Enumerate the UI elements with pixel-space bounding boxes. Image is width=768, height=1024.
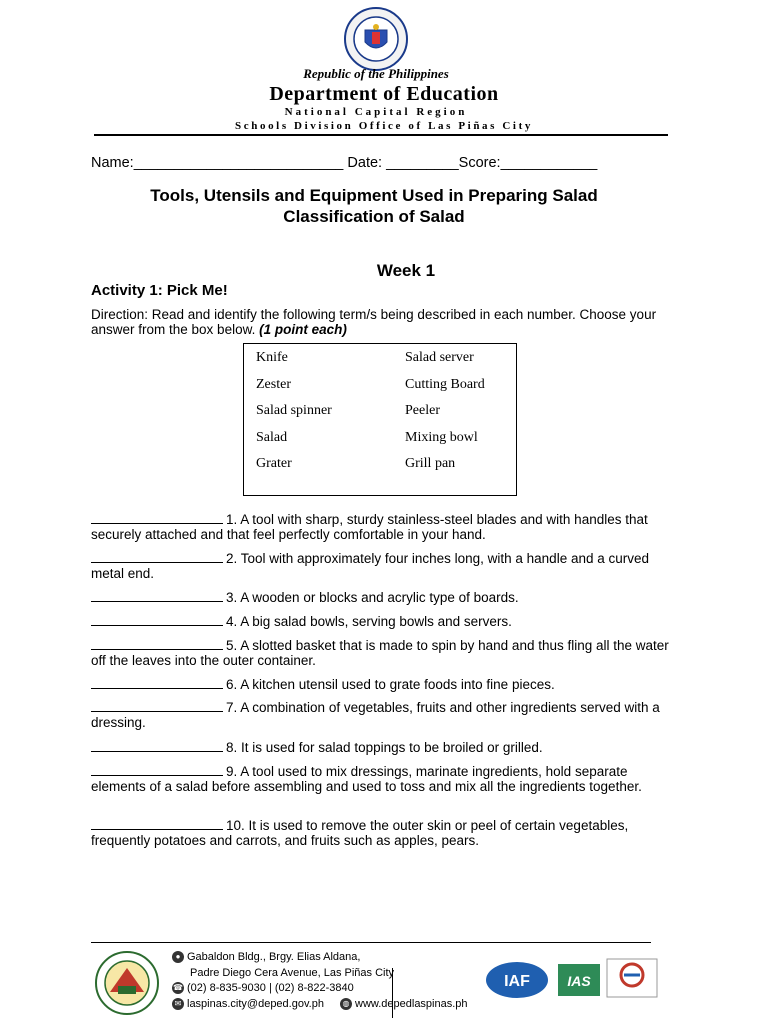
- phone-icon: ☎: [173, 983, 183, 993]
- question-text: 1. A tool with sharp, sturdy stainless-steel blades and with handles that securely attached and that feel perfectly comfortable in your hand.: [91, 512, 648, 542]
- question-item: [91, 551, 681, 581]
- rir-certification-logo: [606, 958, 658, 998]
- week-label: Week 1: [376, 261, 436, 280]
- answer-blank[interactable]: [91, 818, 223, 830]
- ias-logo-text: IAS: [567, 973, 591, 989]
- footer-divider: [91, 942, 651, 943]
- choice-word: Grater: [256, 456, 292, 471]
- answer-blank[interactable]: [91, 614, 223, 626]
- question-item: [91, 740, 681, 755]
- choice-word: Zester: [256, 377, 291, 392]
- answer-blank[interactable]: [91, 590, 223, 602]
- header-department: Department of Education: [269, 83, 499, 105]
- footer-website: ◍ www.depedlaspinas.ph: [340, 998, 468, 1010]
- answer-blank[interactable]: [91, 512, 223, 524]
- question-text: 8. It is used for salad toppings to be broiled or grilled.: [226, 740, 543, 755]
- header-divider: [94, 134, 668, 136]
- question-text: 10. It is used to remove the outer skin or peel of certain vegetables, frequently potatoes and carrots, and fruits such as apples, pears.: [91, 818, 629, 848]
- deped-seal-logo: [343, 6, 409, 72]
- globe-icon: ◍: [340, 998, 352, 1010]
- question-item: [91, 818, 681, 848]
- footer-vertical-divider: [392, 968, 393, 1018]
- question-item: [91, 638, 681, 668]
- choice-word: Peeler: [405, 403, 440, 418]
- direction-body: Direction: Read and identify the following term/s being described in each number. Choose your answer from the box below.: [91, 307, 657, 337]
- question-text: 4. A big salad bowls, serving bowls and servers.: [226, 614, 512, 629]
- answer-blank[interactable]: [91, 764, 223, 776]
- answer-blank[interactable]: [91, 551, 223, 563]
- answer-blank[interactable]: [91, 740, 223, 752]
- answer-blank[interactable]: [91, 677, 223, 689]
- footer-address-line1: ● Gabaldon Bldg., Brgy. Elias Aldana,: [172, 951, 360, 963]
- question-text: 9. A tool used to mix dressings, marinate ingredients, hold separate elements of a salad before assembling and used to toss and mix all the ingredients together.: [91, 764, 642, 794]
- direction-text: [91, 307, 671, 337]
- activity-title: Activity 1: Pick Me!: [91, 282, 228, 299]
- choice-word: Salad server: [405, 350, 474, 365]
- worksheet-subtitle: Classification of Salad: [283, 207, 465, 226]
- answer-choices-box: [243, 343, 517, 496]
- answer-blank[interactable]: [91, 700, 223, 712]
- worksheet-title: Tools, Utensils and Equipment Used in Preparing Salad: [150, 186, 598, 205]
- question-text: 2. Tool with approximately four inches long, with a handle and a curved metal end.: [91, 551, 650, 581]
- question-item: [91, 700, 681, 730]
- direction-points: (1 point each): [259, 322, 347, 337]
- question-text: 3. A wooden or blocks and acrylic type of boards.: [226, 590, 519, 605]
- question-item: [91, 512, 681, 542]
- email-icon: ✉: [172, 998, 184, 1010]
- question-text: 6. A kitchen utensil used to grate foods into fine pieces.: [226, 677, 555, 692]
- question-item: [91, 764, 681, 794]
- header-region: National Capital Region: [284, 106, 468, 118]
- header-division: Schools Division Office of Las Piñas City: [235, 120, 533, 132]
- ias-certification-logo: [556, 960, 602, 1000]
- question-item: [91, 614, 681, 629]
- question-item: [91, 677, 681, 692]
- name-date-score-line: Name:__________________________ Date: _________Score:____________: [91, 155, 598, 171]
- question-item: [91, 590, 681, 605]
- choice-word: Salad: [256, 430, 288, 445]
- iaf-certification-logo: [484, 960, 550, 1000]
- choice-word: Salad spinner: [256, 403, 332, 418]
- choice-word: Cutting Board: [405, 377, 485, 392]
- footer-email: ✉ laspinas.city@deped.gov.ph: [172, 998, 324, 1010]
- question-text: 7. A combination of vegetables, fruits and other ingredients served with a dressing.: [91, 700, 660, 730]
- location-icon: ●: [172, 951, 184, 963]
- question-text: 5. A slotted basket that is made to spin by hand and thus fling all the water off the leaves into the outer container.: [91, 638, 669, 668]
- iaf-logo-text: IAF: [504, 973, 530, 990]
- header-republic: Republic of the Philippines: [303, 66, 449, 81]
- choice-word: Grill pan: [405, 456, 456, 471]
- sdo-las-pinas-seal-logo: [94, 950, 160, 1016]
- footer-address-line2: Padre Diego Cera Avenue, Las Piñas City: [190, 967, 395, 979]
- choice-word: Knife: [256, 350, 288, 365]
- footer-phone: ☎ (02) 8-835-9030 | (02) 8-822-3840: [173, 982, 354, 994]
- choice-word: Mixing bowl: [405, 430, 478, 445]
- answer-blank[interactable]: [91, 638, 223, 650]
